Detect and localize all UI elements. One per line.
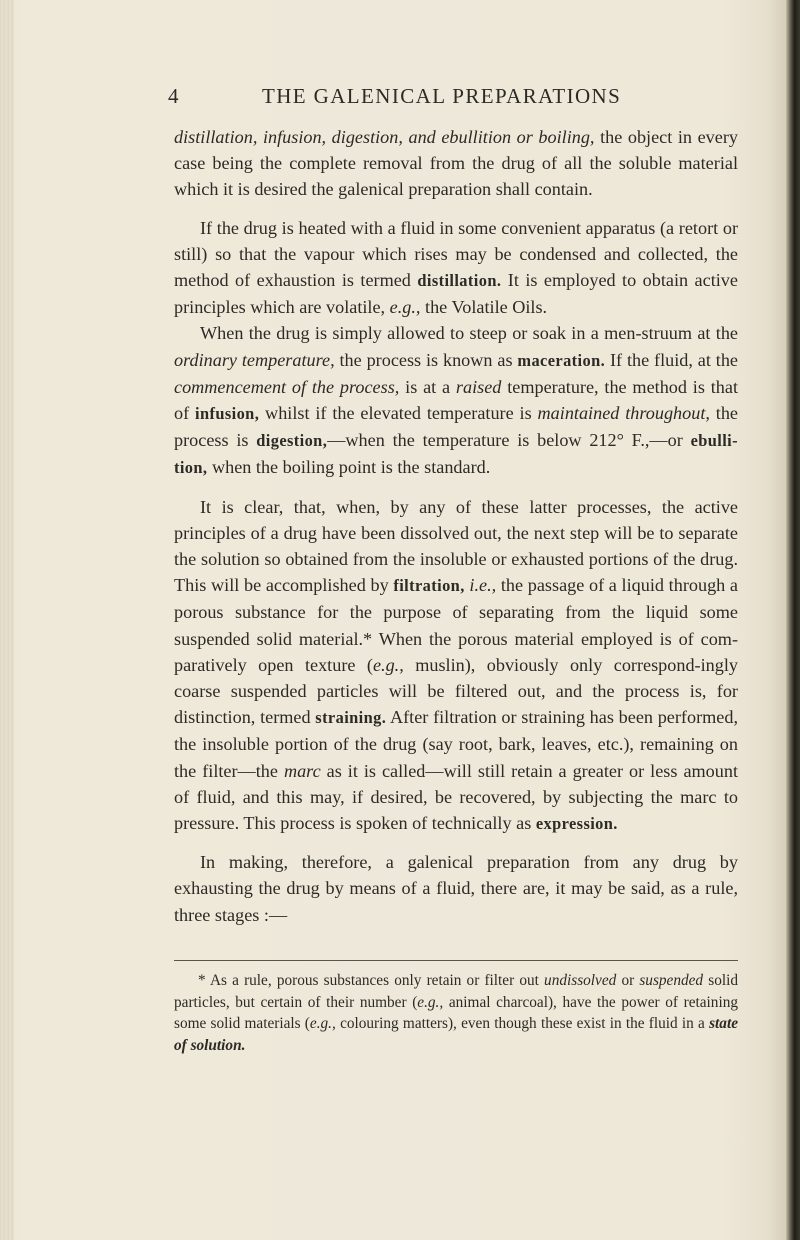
text-run: as it is called—will still retain a greater or less amount of fluid, and this may, if desired, be recovered, by subjecting the marc to pressure. This process is spoken of technically as	[174, 760, 738, 834]
text-run: or	[616, 972, 640, 989]
process-list: distillation, infusion, digestion, and ebullition or boiling,	[174, 127, 595, 147]
term-expression: expression.	[535, 814, 618, 834]
text-run: In making, therefore, a galenical preparation from any drug by exhausting the drug by means of a fluid, there are, it may be said, as a rule, three stages :—	[174, 852, 738, 925]
text-run: when the boiling point is the standard.	[207, 457, 491, 478]
text-run: animal charcoal), have the power of retaining some solid materials (	[174, 993, 739, 1032]
italic-run: suspended	[639, 972, 704, 989]
footnote-rule	[174, 960, 738, 961]
body-text	[174, 124, 738, 928]
text-run: muslin), obviously only correspond-ingly coarse suspended particles will be filtered out, and the process is, for distinction, termed	[174, 654, 738, 728]
text-run: solid particles, but certain of their number (	[174, 972, 738, 1011]
text-run: temperature, the method is that of	[174, 376, 739, 424]
paragraph-4	[174, 494, 738, 838]
text-run: * As a rule, porous substances only retain or filter out	[198, 972, 545, 989]
paragraph-3	[174, 320, 738, 481]
italic-run: maintained throughout,	[537, 403, 710, 424]
page-edge-shadow	[786, 0, 800, 1240]
paragraph-2	[174, 215, 738, 321]
paragraph-1	[174, 124, 738, 203]
text-run: If the drug is heated with a fluid in some convenient apparatus (a retort or still) so that the vapour which rises may be condensed and collected, the method of exhaustion is termed	[174, 217, 738, 291]
text-run: If the fluid, at the	[605, 349, 739, 370]
italic-run: ordinary temperature,	[174, 349, 335, 370]
text-run: the Volatile Oils.	[420, 297, 548, 318]
text-run: the process is	[174, 403, 739, 451]
italic-run: e.g.,	[417, 993, 444, 1011]
page-number: 4	[168, 84, 180, 108]
text-run: It is clear, that, when, by any of these latter processes, the active principles of a drug have been dissolved out, the next step will be to separate the solution so obtained from the insoluble or exhausted portions of the drug. This will be accomplished by	[174, 496, 738, 596]
text-run: is at a	[399, 376, 456, 397]
text-run: After filtration or straining has been performed, the insoluble portion of the drug (say root, bark, leaves, etc.), remaining on the filter—the	[174, 707, 739, 781]
term-filtration: filtration,	[393, 576, 465, 596]
running-title: THE GALENICAL PREPARATIONS	[262, 84, 622, 108]
italic-run: e.g.,	[309, 1015, 336, 1032]
term-infusion: infusion,	[195, 404, 260, 424]
term-distillation: distillation.	[417, 271, 502, 291]
term-ebullition: ebulli-tion,	[174, 431, 738, 478]
italic-run: marc	[283, 760, 321, 781]
italic-run: i.e.,	[469, 575, 497, 596]
page-gutter	[0, 0, 14, 1240]
text-run: the object in every case being the complete removal from the drug of all the soluble material which it is desired the galenical preparation shall contain.	[174, 127, 738, 200]
text-run: the process is known as	[334, 349, 518, 370]
term-digestion: digestion,	[256, 431, 328, 451]
footnote	[174, 970, 738, 1056]
text-run: the passage of a liquid through a porous substance for the purpose of separating from the liquid some suspended solid material.* When the porous material employed is of com-paratively open texture (	[174, 575, 739, 675]
paragraph-5	[174, 849, 738, 928]
italic-run: raised	[455, 376, 502, 397]
italic-run: e.g.,	[389, 297, 421, 318]
text-run: colouring matters), even though these exist in the fluid in a	[335, 1015, 710, 1032]
italic-run: e.g.,	[372, 654, 404, 675]
text-run: —when the temperature is below 212° F.,—or	[327, 430, 691, 451]
term-straining: straining.	[315, 708, 387, 728]
footnote-text	[174, 970, 738, 1056]
text-run: When the drug is simply allowed to steep or soak in a men-struum at the	[200, 323, 738, 344]
text-run: It is employed to obtain active principles which are volatile,	[174, 270, 738, 318]
text-run: whilst if the elevated temperature is	[259, 403, 538, 424]
term-maceration: maceration.	[517, 350, 606, 370]
italic-run: undissolved	[544, 972, 617, 989]
italic-run: commencement of the process,	[174, 376, 400, 397]
italic-run: state of solution.	[174, 1015, 738, 1054]
